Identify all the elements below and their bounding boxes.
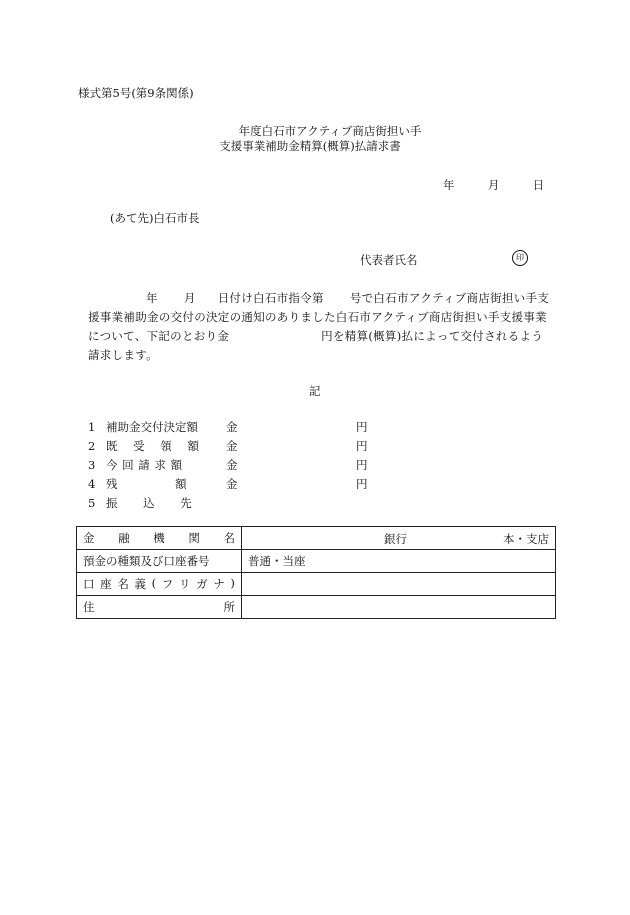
- form-number: 様式第5号(第9条関係): [78, 86, 194, 100]
- table-row: [77, 527, 556, 550]
- list-item: 2 既 受 領 額 金 円: [88, 439, 368, 453]
- address-value[interactable]: [242, 596, 556, 619]
- date-year: 年: [443, 178, 455, 192]
- bank-info-table: [76, 526, 556, 619]
- address-label: 住 所: [77, 596, 242, 619]
- financial-institution-value[interactable]: 銀行 本・支店: [242, 527, 556, 550]
- addressee: (あて先)白石市長: [110, 211, 200, 225]
- list-item: 1 補助金交付決定額 金 円: [88, 420, 368, 434]
- date-row: [443, 177, 544, 193]
- account-holder-value[interactable]: [242, 573, 556, 596]
- table-row: [77, 596, 556, 619]
- list-item: 4 残 額 金 円: [88, 477, 368, 491]
- list-item: 3 今 回 請 求 額 金 円: [88, 458, 368, 472]
- table-row: [77, 573, 556, 596]
- body-line-3: について、下記のとおり金 円を精算(概算)払によって交付されるよう: [88, 329, 544, 343]
- table-row: [77, 550, 556, 573]
- representative-label: 代表者氏名: [360, 253, 418, 267]
- body-line-2: 援事業補助金の交付の決定の通知のありました白石市アクティブ商店街担い手支援事業: [88, 310, 547, 324]
- body-line-4: 請求します。: [88, 348, 158, 362]
- financial-institution-label: 金 融 機 関 名: [77, 527, 242, 550]
- account-type-number-value[interactable]: 普通・当座: [242, 550, 556, 573]
- request-body: [88, 289, 558, 365]
- list-item: 5 振 込 先: [88, 496, 192, 510]
- account-holder-label: 口 座 名 義 ( フ リ ガ ナ ): [77, 573, 242, 596]
- account-type-number-label: 預金の種類及び口座番号: [77, 550, 242, 573]
- seal-mark: 印: [512, 250, 528, 266]
- title-line-1: 年度白石市アクティブ商店街担い手: [238, 124, 422, 138]
- title-line-2: 支援事業補助金精算(概算)払請求書: [219, 139, 401, 153]
- date-day: 日: [532, 178, 545, 192]
- body-line-1: 年 月 日付け白石市指令第 号で白石市アクティブ商店街担い手支: [146, 291, 550, 305]
- date-month: 月: [487, 178, 500, 192]
- ki-heading: 記: [309, 384, 321, 398]
